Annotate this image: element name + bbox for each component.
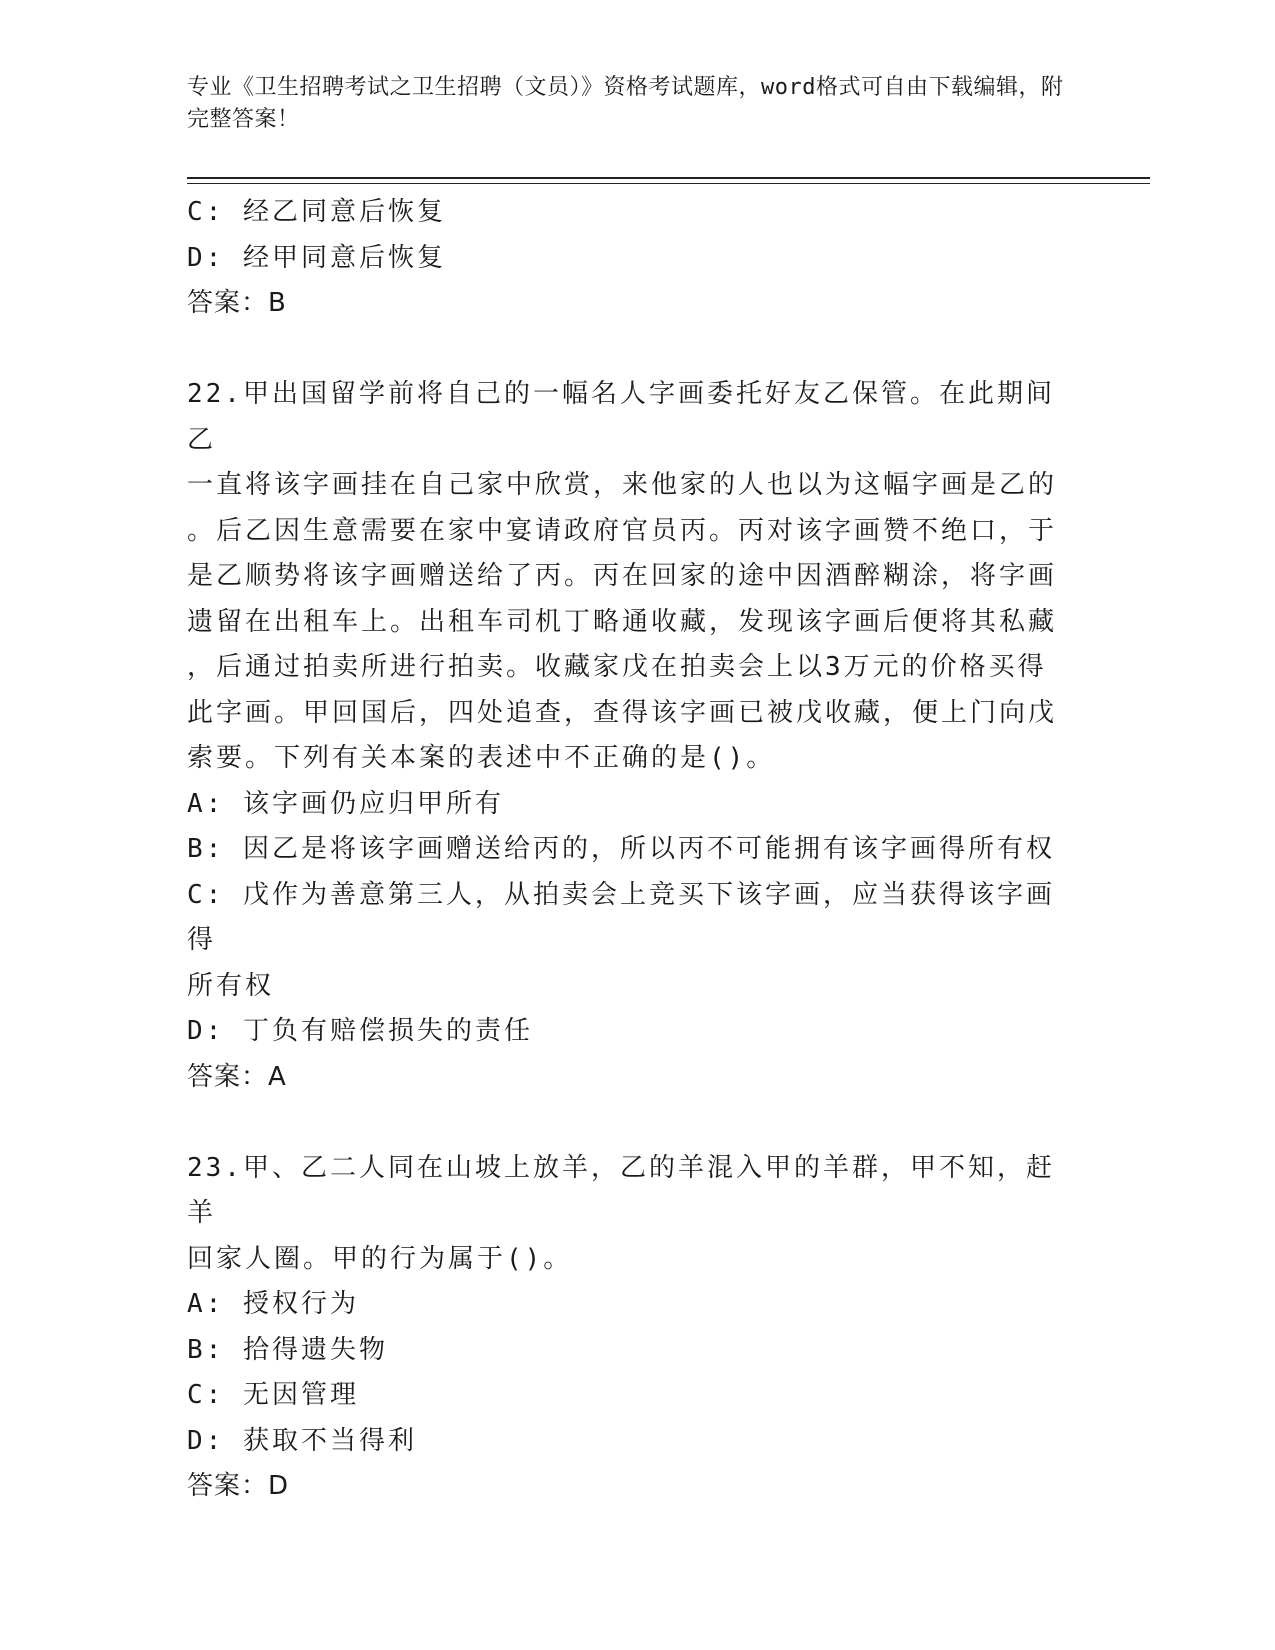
spacer [187, 327, 1067, 373]
question-23 [187, 1146, 1067, 1510]
answer-line: 答案：A [187, 1061, 287, 1092]
option-b: B: 拾得遗失物 [187, 1334, 388, 1365]
header-text: 专业《卫生招聘考试之卫生招聘（文员）》资格考试题库，word格式可自由下载编辑，附完整答案！ [187, 75, 1064, 132]
option-a: A: 该字画仍应归甲所有 [187, 788, 504, 819]
question-stem-line: 此字画。甲回国后，四处追查，查得该字画已被戊收藏，便上门向戊 [187, 697, 1058, 728]
document-header [187, 72, 1067, 136]
option-d: D: 经甲同意后恢复 [187, 242, 446, 273]
question-stem-line: ，后通过拍卖所进行拍卖。收藏家戊在拍卖会上以3万元的价格买得 [187, 652, 1047, 682]
question-stem-line: 一直将该字画挂在自己家中欣赏，来他家的人也以为这幅字画是乙的 [187, 470, 1058, 500]
option-d: D: 丁负有赔偿损失的责任 [187, 1016, 533, 1046]
option-d: D: 获取不当得利 [187, 1425, 417, 1456]
answer-line: 答案：B [187, 288, 287, 318]
answer-line: 答案：D [187, 1471, 290, 1501]
option-b: B: 因乙是将该字画赠送给丙的，所以丙不可能拥有该字画得所有权 [187, 834, 1055, 864]
option-a: A: 授权行为 [187, 1289, 359, 1319]
option-c-continuation: 所有权 [187, 970, 275, 1001]
question-stem-line: 23.甲、乙二人同在山坡上放羊，乙的羊混入甲的羊群，甲不知，赶羊 [187, 1152, 1055, 1228]
question-stem-line: 是乙顺势将该字画赠送给了丙。丙在回家的途中因酒醉糊涂，将字画 [187, 561, 1058, 591]
question-stem-line: 索要。下列有关本案的表述中不正确的是()。 [187, 743, 776, 773]
option-c: C: 经乙同意后恢复 [187, 197, 446, 227]
option-c: C: 戊作为善意第三人，从拍卖会上竞买下该字画，应当获得该字画得 [187, 879, 1055, 955]
document-body [187, 190, 1067, 1510]
header-rule-thick [187, 177, 1150, 179]
question-22 [187, 372, 1067, 1100]
question-stem-line: 回家人圈。甲的行为属于()。 [187, 1243, 573, 1274]
question-stem-line: 22.甲出国留学前将自己的一幅名人字画委托好友乙保管。在此期间乙 [187, 379, 1055, 455]
option-c: C: 无因管理 [187, 1380, 359, 1410]
header-rule-thin [187, 183, 1150, 184]
question-stem-line: 遗留在出租车上。出租车司机丁略通收藏，发现该字画后便将其私藏 [187, 606, 1058, 637]
question-21-tail [187, 190, 1067, 327]
question-stem-line: 。后乙因生意需要在家中宴请政府官员丙。丙对该字画赞不绝口，于 [187, 515, 1058, 546]
spacer [187, 1100, 1067, 1146]
